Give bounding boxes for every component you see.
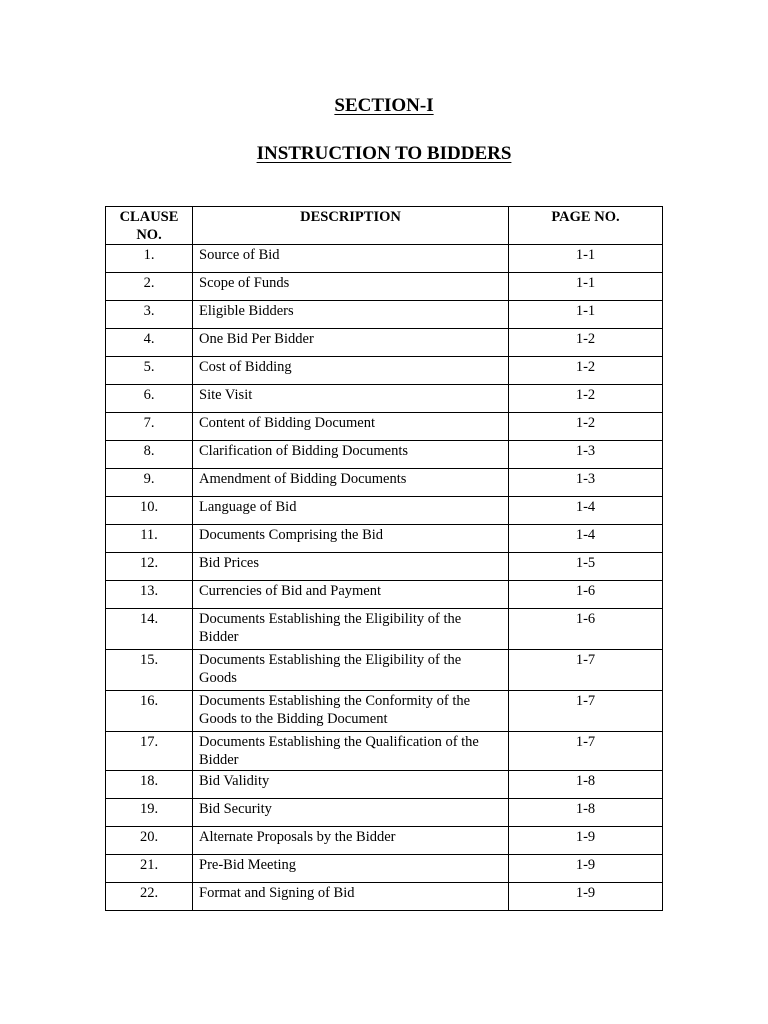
clause-number: 11.: [106, 525, 193, 553]
page-number: 1-6: [509, 609, 663, 650]
clause-description: Cost of Bidding: [193, 357, 509, 385]
page-number: 1-9: [509, 855, 663, 883]
table-row: [106, 691, 663, 732]
clause-number: 22.: [106, 883, 193, 911]
table-row: [106, 553, 663, 581]
clause-description: Clarification of Bidding Documents: [193, 441, 509, 469]
clause-number: 5.: [106, 357, 193, 385]
page-number: 1-1: [509, 273, 663, 301]
clause-number: 8.: [106, 441, 193, 469]
table-header-row: [106, 207, 663, 245]
page-number: 1-5: [509, 553, 663, 581]
page-number: 1-3: [509, 469, 663, 497]
description-header: DESCRIPTION: [193, 207, 509, 245]
clause-number: 1.: [106, 245, 193, 273]
page-number: 1-9: [509, 827, 663, 855]
page-number: 1-8: [509, 771, 663, 799]
page-number: 1-2: [509, 329, 663, 357]
clause-number: 4.: [106, 329, 193, 357]
table-row: [106, 581, 663, 609]
table-row: [106, 469, 663, 497]
clause-number: 16.: [106, 691, 193, 732]
table-row: [106, 245, 663, 273]
clause-number: 18.: [106, 771, 193, 799]
page-no-header: PAGE NO.: [509, 207, 663, 245]
page-number: 1-1: [509, 245, 663, 273]
clause-number: 19.: [106, 799, 193, 827]
clause-description: Documents Establishing the Eligibility of the Goods: [193, 650, 509, 691]
clause-number: 17.: [106, 732, 193, 771]
clause-description: Documents Establishing the Conformity of the Goods to the Bidding Document: [193, 691, 509, 732]
clause-description: Eligible Bidders: [193, 301, 509, 329]
clause-number: 3.: [106, 301, 193, 329]
clause-number: 10.: [106, 497, 193, 525]
page-number: 1-3: [509, 441, 663, 469]
page-number: 1-4: [509, 497, 663, 525]
clause-description: Pre-Bid Meeting: [193, 855, 509, 883]
table-row: [106, 497, 663, 525]
clause-number: 7.: [106, 413, 193, 441]
page-number: 1-4: [509, 525, 663, 553]
table-row: [106, 609, 663, 650]
page-number: 1-7: [509, 691, 663, 732]
clause-description: Source of Bid: [193, 245, 509, 273]
clause-description: Bid Prices: [193, 553, 509, 581]
clause-number: 2.: [106, 273, 193, 301]
clause-description: Documents Comprising the Bid: [193, 525, 509, 553]
table-row: [106, 799, 663, 827]
table-row: [106, 827, 663, 855]
page-number: 1-9: [509, 883, 663, 911]
clause-number: 12.: [106, 553, 193, 581]
table-row: [106, 329, 663, 357]
clause-number: 6.: [106, 385, 193, 413]
table-row: [106, 855, 663, 883]
clause-description: Scope of Funds: [193, 273, 509, 301]
clause-description: Bid Validity: [193, 771, 509, 799]
clause-number: 14.: [106, 609, 193, 650]
clause-description: Bid Security: [193, 799, 509, 827]
page-number: 1-2: [509, 357, 663, 385]
table-row: [106, 301, 663, 329]
table-row: [106, 650, 663, 691]
clause-description: Content of Bidding Document: [193, 413, 509, 441]
table-row: [106, 273, 663, 301]
clause-number: 15.: [106, 650, 193, 691]
table-row: [106, 441, 663, 469]
page-number: 1-8: [509, 799, 663, 827]
table-row: [106, 525, 663, 553]
table-row: [106, 385, 663, 413]
table-row: [106, 357, 663, 385]
clause-number: 9.: [106, 469, 193, 497]
table-body: [106, 245, 663, 911]
clause-description: Language of Bid: [193, 497, 509, 525]
contents-table: [105, 206, 663, 911]
page-number: 1-1: [509, 301, 663, 329]
page-number: 1-7: [509, 650, 663, 691]
clause-no-header: CLAUSE NO.: [106, 207, 193, 245]
section-title: SECTION-I: [334, 95, 434, 116]
page-number: 1-7: [509, 732, 663, 771]
table-row: [106, 883, 663, 911]
clause-description: Site Visit: [193, 385, 509, 413]
clause-number: 21.: [106, 855, 193, 883]
page-number: 1-2: [509, 385, 663, 413]
clause-description: Documents Establishing the Qualification of the Bidder: [193, 732, 509, 771]
clause-number: 20.: [106, 827, 193, 855]
table-row: [106, 413, 663, 441]
clause-description: Amendment of Bidding Documents: [193, 469, 509, 497]
clause-description: Format and Signing of Bid: [193, 883, 509, 911]
table-row: [106, 771, 663, 799]
clause-description: One Bid Per Bidder: [193, 329, 509, 357]
page-number: 1-6: [509, 581, 663, 609]
table-row: [106, 732, 663, 771]
page-number: 1-2: [509, 413, 663, 441]
clause-description: Alternate Proposals by the Bidder: [193, 827, 509, 855]
clause-description: Currencies of Bid and Payment: [193, 581, 509, 609]
document-title: INSTRUCTION TO BIDDERS: [256, 143, 512, 164]
clause-description: Documents Establishing the Eligibility of the Bidder: [193, 609, 509, 650]
clause-number: 13.: [106, 581, 193, 609]
